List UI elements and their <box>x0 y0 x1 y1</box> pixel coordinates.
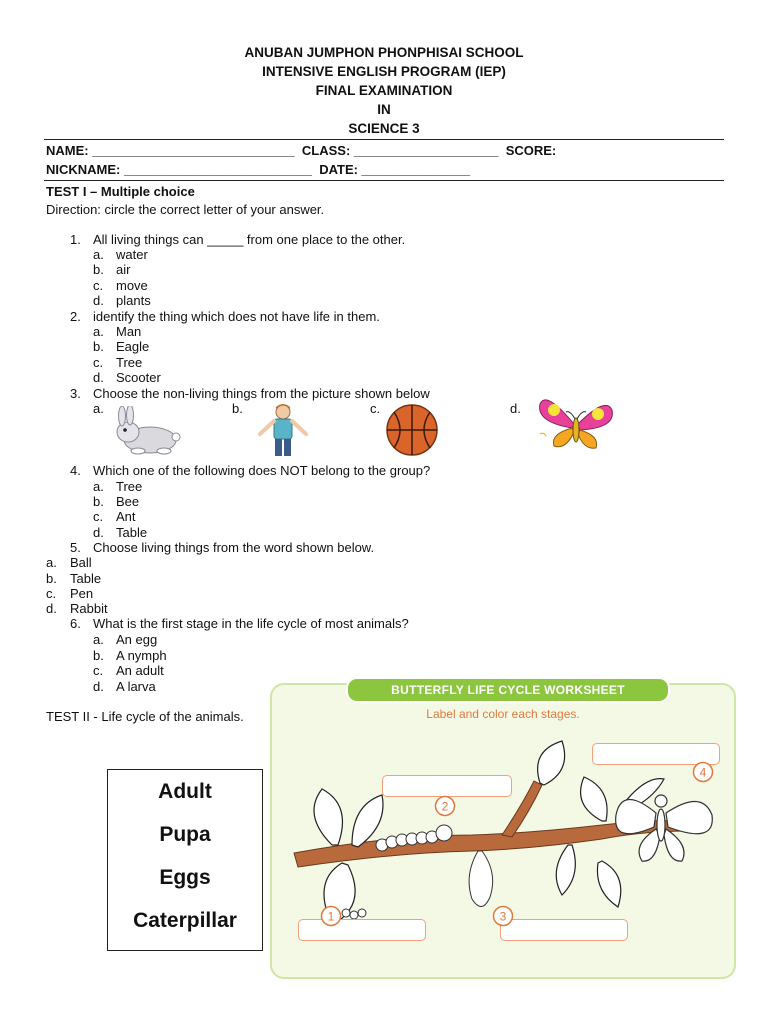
option-letter[interactable]: d. <box>93 370 104 385</box>
stage-2-label-box[interactable] <box>382 775 512 797</box>
question-text: Which one of the following does NOT belong to the group? <box>93 463 431 478</box>
option-letter[interactable]: d. <box>46 601 57 616</box>
test1-direction: Direction: circle the correct letter of your answer. <box>46 202 325 217</box>
stage-4-marker <box>692 761 714 783</box>
option-text: Tree <box>116 355 143 370</box>
divider-bottom <box>44 180 724 181</box>
option-letter[interactable]: c. <box>93 663 104 678</box>
option-letter[interactable]: b. <box>93 494 104 509</box>
option-letter[interactable]: d. <box>93 525 104 540</box>
option-text: move <box>116 278 148 293</box>
option-letter[interactable]: a. <box>93 401 104 416</box>
stage-1-label-box[interactable] <box>298 919 426 941</box>
school-name: ANUBAN JUMPHON PHONPHISAI SCHOOL <box>244 45 524 60</box>
option-letter[interactable]: d. <box>93 679 104 694</box>
exam-in: IN <box>377 102 391 117</box>
question-text: What is the first stage in the life cycle of most animals? <box>93 616 409 631</box>
option-letter[interactable]: c. <box>370 401 381 416</box>
question-text: Choose living things from the word shown below. <box>93 540 375 555</box>
option-letter[interactable]: d. <box>93 293 104 308</box>
option-text: Ant <box>116 509 136 524</box>
option-text: air <box>116 262 131 277</box>
question-text: Choose the non-living things from the picture shown below <box>93 386 430 401</box>
option-letter[interactable]: b. <box>93 339 104 354</box>
option-text: Bee <box>116 494 140 509</box>
option-letter[interactable]: a. <box>93 632 104 647</box>
option-letter[interactable]: b. <box>93 648 104 663</box>
program-name: INTENSIVE ENGLISH PROGRAM (IEP) <box>262 64 506 79</box>
option-text: Table <box>116 525 148 540</box>
option-letter[interactable]: b. <box>46 571 57 586</box>
option-text: water <box>116 247 148 262</box>
option-letter[interactable]: c. <box>93 509 104 524</box>
boy-image[interactable] <box>250 404 316 458</box>
question-number: 1. <box>70 232 81 247</box>
stage-2-marker <box>434 795 456 817</box>
option-text: Pen <box>70 586 94 601</box>
question-number: 6. <box>70 616 81 631</box>
option-text: A nymph <box>116 648 167 663</box>
option-letter[interactable]: a. <box>93 247 104 262</box>
question-number: 3. <box>70 386 81 401</box>
option-letter[interactable]: c. <box>93 355 104 370</box>
word-pupa[interactable]: Pupa <box>159 823 211 846</box>
option-text: An egg <box>116 632 158 647</box>
question-text: All living things can _____ from one place to the other. <box>93 232 406 247</box>
option-text: Eagle <box>116 339 150 354</box>
option-text: Rabbit <box>70 601 108 616</box>
option-text: Scooter <box>116 370 161 385</box>
word-bank <box>107 769 263 951</box>
option-letter[interactable]: c. <box>93 278 104 293</box>
divider-top <box>44 139 724 140</box>
rabbit-image[interactable] <box>108 406 186 456</box>
option-text: plants <box>116 293 151 308</box>
option-text: Man <box>116 324 142 339</box>
nickname-date-row: NICKNAME: __________________________ DATE: _______________ <box>46 162 471 177</box>
option-text: A larva <box>116 679 156 694</box>
word-eggs[interactable]: Eggs <box>159 866 211 889</box>
option-text: Table <box>70 571 102 586</box>
option-text: An adult <box>116 663 164 678</box>
stage-1-marker <box>320 905 342 927</box>
question-number: 2. <box>70 309 81 324</box>
life-cycle-worksheet <box>270 683 736 979</box>
word-adult[interactable]: Adult <box>158 780 212 803</box>
option-letter[interactable]: a. <box>93 324 104 339</box>
option-text: Tree <box>116 479 143 494</box>
option-letter[interactable]: a. <box>46 555 57 570</box>
stage-3-label-box[interactable] <box>500 919 628 941</box>
test2-title: TEST II - Life cycle of the animals. <box>46 709 244 724</box>
butterfly-image[interactable] <box>536 394 616 452</box>
option-letter[interactable]: a. <box>93 479 104 494</box>
stage-number-4: 4 <box>699 765 707 780</box>
worksheet-title: BUTTERFLY LIFE CYCLE WORKSHEET <box>346 677 670 703</box>
worksheet-subtitle: Label and color each stages. <box>426 707 580 721</box>
basketball-image[interactable] <box>384 404 440 456</box>
question-text: identify the thing which does not have life in them. <box>93 309 380 324</box>
test1-title: TEST I – Multiple choice <box>46 184 195 199</box>
option-letter[interactable]: c. <box>46 586 57 601</box>
exam-title: FINAL EXAMINATION <box>315 83 453 98</box>
stage-3-marker <box>492 905 514 927</box>
option-text: Ball <box>70 555 92 570</box>
question-number: 4. <box>70 463 81 478</box>
name-class-score-row: NAME: ____________________________ CLASS: ____________________ SCORE: <box>46 143 557 158</box>
option-letter[interactable]: b. <box>232 401 243 416</box>
stage-number-3: 3 <box>499 909 507 924</box>
stage-number-2: 2 <box>441 799 449 814</box>
stage-number-1: 1 <box>327 909 335 924</box>
option-letter[interactable]: d. <box>510 401 521 416</box>
subject-title: SCIENCE 3 <box>348 121 420 136</box>
question-number: 5. <box>70 540 81 555</box>
option-letter[interactable]: b. <box>93 262 104 277</box>
word-caterpillar[interactable]: Caterpillar <box>133 909 237 932</box>
